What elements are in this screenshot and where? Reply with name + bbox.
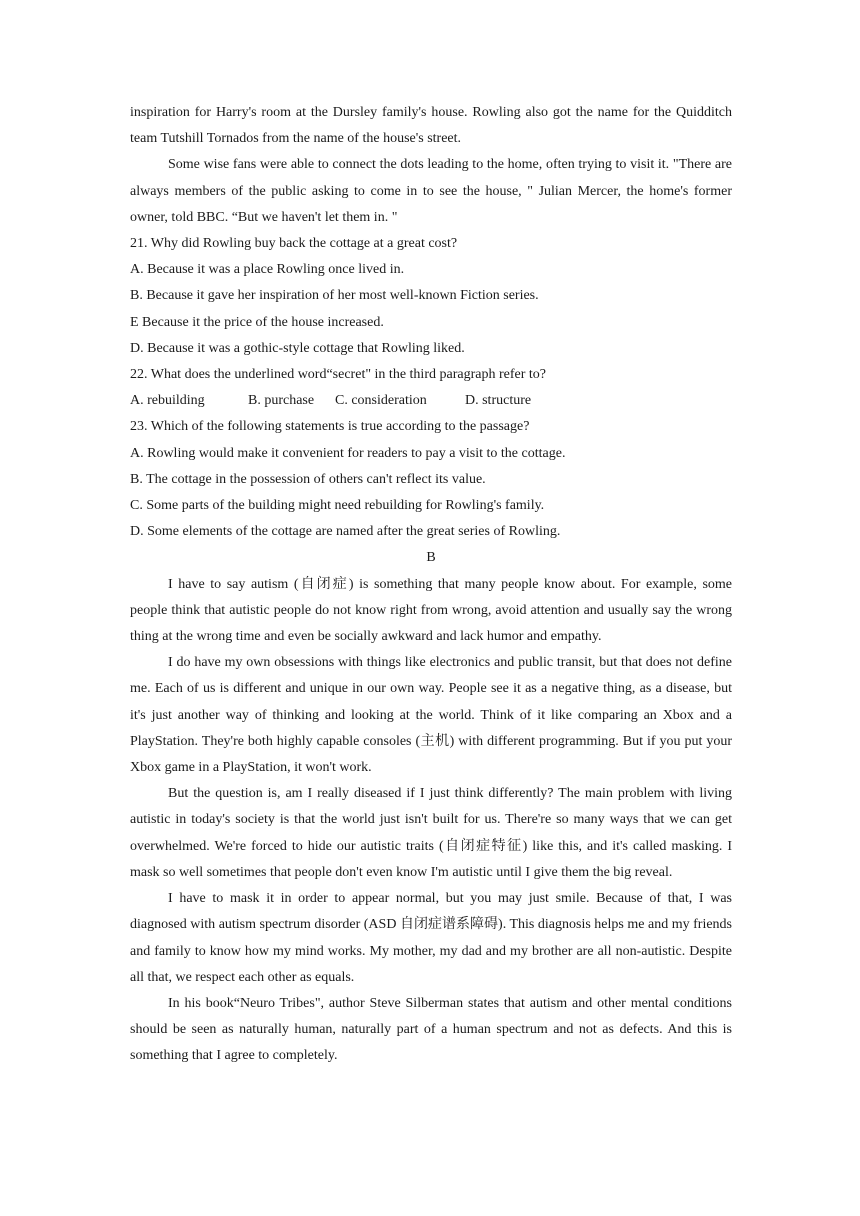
option-b: B. Because it gave her inspiration of her most well-known Fiction series. — [130, 288, 539, 304]
option-a: A. rebuilding — [130, 393, 205, 409]
section-heading: B — [426, 550, 436, 566]
passage-b-paragraph: I do have my own obsessions with things like electronics and public transit, but that does not define me. Each of us is different and unique in our own way. People see it as a negative thing, as a disease, but it's just another way of thinking and looking at the world. Think of it like comparing an Xbox and a PlayStation. They're both highly capable consoles (主机) with different programming. But if you put your Xbox game in a PlayStation, it won't work. — [130, 655, 732, 776]
document-page — [130, 100, 732, 1070]
passage-b-paragraph: I have to say autism (自闭症) is something that many people know about. For example, some people think that autistic people do not know right from wrong, avoid attention and usually say the wrong thing at the wrong time and even be socially awkward and lack humor and empathy. — [130, 576, 732, 645]
option-d: D. Some elements of the cottage are named after the great series of Rowling. — [130, 524, 561, 540]
question-stem: 21. Why did Rowling buy back the cottage at a great cost? — [130, 236, 458, 252]
passage-b-paragraph: I have to mask it in order to appear normal, but you may just smile. Because of that, I was diagnosed with autism spectrum disorder (ASD 自闭症谱系障碍). This diagnosis helps me and my friends and family to know how my mind works. My mother, my dad and my brother are all non-autistic. Despite all that, we respect each other as equals. — [130, 891, 732, 985]
option-d: D. structure — [465, 393, 532, 409]
option-a: A. Rowling would make it convenient for readers to pay a visit to the cottage. — [130, 445, 566, 461]
question-21 — [130, 231, 732, 362]
option-b: B. The cottage in the possession of others can't reflect its value. — [130, 471, 486, 487]
passage-b-paragraph: But the question is, am I really diseased if I just think differently? The main problem with living autistic in today's society is that the world just isn't built for us. There're so many ways that we can get overwhelmed. We're forced to hide our autistic traits (自闭症特征) like this, and it's called masking. I mask so well sometimes that people don't even know I'm autistic until I give them the big reveal. — [130, 786, 732, 880]
passage-b-paragraph: In his book“Neuro Tribes", author Steve Silberman states that autism and other mental conditions should be seen as naturally human, naturally part of a human spectrum and not as defects. And this is something that I agree to completely. — [130, 995, 732, 1064]
option-c: C. Some parts of the building might need rebuilding for Rowling's family. — [130, 498, 545, 514]
question-stem: 22. What does the underlined word“secret" in the third paragraph refer to? — [130, 367, 546, 383]
question-stem: 23. Which of the following statements is true according to the passage? — [130, 419, 530, 435]
question-23 — [130, 414, 732, 545]
option-c: E Because it the price of the house increased. — [130, 314, 384, 330]
option-c: C. consideration — [335, 393, 427, 409]
question-22 — [130, 362, 732, 414]
passage-a-paragraph: Some wise fans were able to connect the dots leading to the home, often trying to visit it. "There are always members of the public asking to come in to see the house, " Julian Mercer, the home's former owner, told BBC. “But we haven't let them in. " — [130, 157, 732, 225]
options-row — [130, 388, 732, 414]
passage-a-paragraph: inspiration for Harry's room at the Dursley family's house. Rowling also got the name for the Quidditch team Tutshill Tornados from the name of the house's street. — [130, 105, 732, 147]
option-a: A. Because it was a place Rowling once lived in. — [130, 262, 405, 278]
option-d: D. Because it was a gothic-style cottage that Rowling liked. — [130, 340, 465, 356]
option-b: B. purchase — [248, 393, 315, 409]
